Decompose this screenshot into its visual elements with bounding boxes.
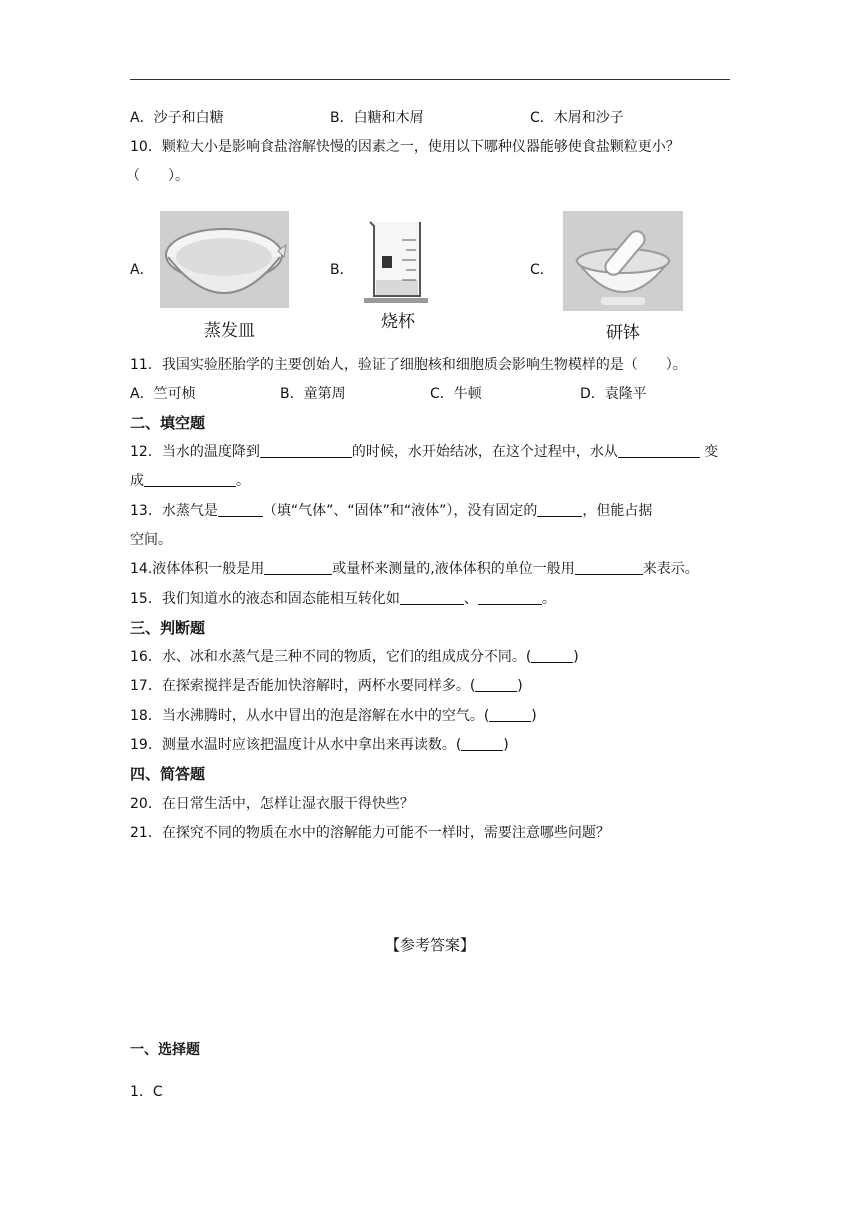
q19-close: ) [503, 737, 509, 753]
q14-text-2: 或量杯来测量的,液体体积的单位一般用 [332, 561, 575, 577]
q10-option-c: C． [530, 262, 554, 278]
answer-1: 1．C [130, 1084, 163, 1100]
q13-blank-2[interactable] [537, 501, 582, 517]
q12-text-4: 成 [130, 473, 144, 489]
section-heading-short-answer: 四、简答题 [130, 765, 206, 783]
q11-option-d: D．袁隆平 [580, 386, 647, 402]
q16-text: 16．水、冰和水蒸气是三种不同的物质，它们的组成成分不同。( [130, 649, 532, 665]
evaporating-dish-image [160, 211, 289, 308]
q12-blank-3[interactable] [144, 471, 236, 487]
answer-title: 【参考答案】 [384, 936, 475, 954]
q17-close: ) [517, 678, 523, 694]
q14-blank-1[interactable] [264, 559, 332, 575]
q10-text: 10．颗粒大小是影响食盐溶解快慢的因素之一，使用以下哪种仪器能够使食盐颗粒更小？ [130, 139, 680, 155]
q15-text-2: 、 [463, 591, 478, 607]
q17-line [130, 676, 523, 696]
q15-text-1: 15．我们知道水的液态和固态能相互转化如 [130, 591, 400, 607]
caption-beaker: 烧杯 [381, 312, 415, 332]
q15-line [130, 589, 556, 609]
q18-line [130, 706, 537, 726]
q14-text-1: 14.液体体积一般是用 [130, 561, 265, 577]
q10-option-b: B． [330, 262, 354, 278]
q12-line1 [130, 442, 718, 462]
caption-mortar: 研钵 [606, 323, 640, 343]
q9-option-b: B．白糖和木屑 [330, 110, 424, 126]
mortar-pestle-image [563, 211, 683, 311]
section-heading-true-false: 三、判断题 [130, 619, 206, 637]
q12-line2 [130, 471, 250, 491]
q18-blank[interactable] [489, 706, 531, 722]
q13-text-3: ，但能占据 [582, 503, 653, 519]
q19-blank[interactable] [461, 735, 503, 751]
q13-text-1: 13．水蒸气是 [130, 503, 218, 519]
q17-text: 17．在探索搅拌是否能加快溶解时，两杯水要同样多。( [130, 678, 476, 694]
q15-blank-1[interactable] [400, 589, 464, 605]
q15-text-3: 。 [541, 591, 556, 607]
section-heading-fill-blank: 二、填空题 [130, 414, 206, 432]
q16-close: ) [573, 649, 579, 665]
q19-text: 19．测量水温时应该把温度计从水中拿出来再读数。( [130, 737, 462, 753]
q14-blank-2[interactable] [575, 559, 643, 575]
q18-close: ) [531, 708, 537, 724]
q13-line2: 空间。 [130, 532, 172, 548]
q21-text: 21．在探究不同的物质在水中的溶解能力可能不一样时，需要注意哪些问题？ [130, 825, 610, 841]
q10-option-a: A． [130, 262, 154, 278]
q11-option-a: A．竺可桢 [130, 386, 196, 402]
beaker-image [362, 216, 430, 304]
q18-text: 18．当水沸腾时，从水中冒出的泡是溶解在水中的空气。( [130, 708, 490, 724]
q16-blank[interactable] [531, 647, 573, 663]
q12-blank-2[interactable] [618, 442, 700, 458]
answer-section-heading: 一、选择题 [130, 1042, 200, 1058]
q14-text-3: 来表示。 [642, 561, 699, 577]
caption-evaporating-dish: 蒸发皿 [204, 321, 255, 341]
q11-text: 11．我国实验胚胎学的主要创始人，验证了细胞核和细胞质会影响生物模样的是（ ）。 [130, 357, 687, 373]
q12-text-1: 12．当水的温度降到 [130, 444, 260, 460]
q11-option-c: C．牛顿 [430, 386, 482, 402]
q10-bracket: （ ）。 [126, 168, 189, 184]
q13-blank-1[interactable] [218, 501, 263, 517]
q19-line [130, 735, 509, 755]
header-rule [130, 79, 730, 80]
q17-blank[interactable] [475, 676, 517, 692]
q9-option-a: A．沙子和白糖 [130, 110, 224, 126]
q15-blank-2[interactable] [478, 589, 542, 605]
q13-line1 [130, 501, 652, 521]
q13-text-2: （填“气体”、“固体”和“液体”），没有固定的 [262, 503, 538, 519]
q16-line [130, 647, 579, 667]
q12-text-3: 变 [704, 444, 719, 460]
q12-text-2: 的时候，水开始结冰，在这个过程中，水从 [351, 444, 618, 460]
q11-option-b: B．童第周 [280, 386, 346, 402]
q12-blank-1[interactable] [260, 442, 352, 458]
q20-text: 20．在日常生活中，怎样让湿衣服干得快些？ [130, 796, 414, 812]
q14-line [130, 559, 699, 579]
q12-text-5: 。 [236, 473, 250, 489]
q9-option-c: C．木屑和沙子 [530, 110, 624, 126]
